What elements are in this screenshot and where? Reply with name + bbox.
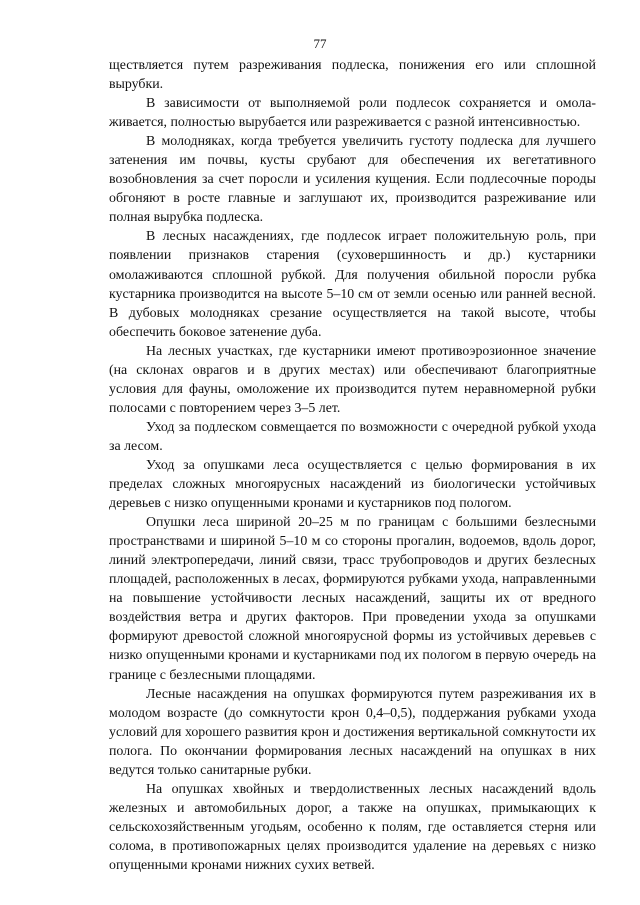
paragraph: На лесных участках, где кустарники имеют противоэрозионное значение (на склонах оврагов и в других местах) или обеспечивают благоприятные условия для фауны, омоложение их производится путем неравномерной рубки полосами с повторением через 3–5 лет.: [109, 343, 596, 416]
paragraph: Опушки леса шириной 20–25 м по границам с большими безлесными пространствами и шириной 5–10 м со стороны прогалин, водоемов, вдоль дорог, линий электропередачи, линий связи, трасс трубопроводов и других безлесных площадей, расположенных в лесах, формируются рубками ухода, направленными на повышение устойчивости лесных насаждений, защиты их от вредного воздействия ветра и других факторов. При проведении ухода за опушками формируют древостой сложной многоярусной формы из устойчивых деревьев с низко опущенными кронами и кустарниками под их пологом в первую очередь на границе с безлесными площадями.: [109, 515, 596, 683]
paragraph: В лесных насаждениях, где подлесок играет положительную роль, при появлении признаков старения (суховершинность и др.) кустарники омолаживаются сплошной рубкой. Для получения обильной поросли рубка кустарника производится на высоте 5–10 см от земли осенью или ранней весной. В дубовых молодняках срезание осуществляется на такой высоте, чтобы обеспечить боковое затенение дуба.: [109, 229, 596, 340]
text-body: [109, 56, 596, 875]
paragraph: В зависимости от выполняемой роли подлесок сохраняется и омолаживается, полностью вырубается или разреживается с разной интенсивностью.: [109, 96, 596, 131]
page-number: 77: [313, 36, 327, 51]
paragraph-continued: ществляется путем разреживания подлеска, понижения его или сплошной вырубки.: [109, 58, 596, 93]
paragraph: Уход за опушками леса осуществляется с целью формирования в их пределах сложных многоярусных насаждений из биологически устойчивых деревьев с низко опущенными кронами и кустарников под пологом.: [109, 457, 596, 512]
paragraph: Лесные насаждения на опушках формируются путем разреживания их в молодом возрасте (до сомкнутости крон 0,4–0,5), поддержания рубками ухода условий для хорошего развития крон и достижения вертикальной сомкнутости их полога. По окончании формирования лесных насаждений на опушках в них ведутся только санитарные рубки.: [109, 686, 596, 778]
paragraph: В молодняках, когда требуется увеличить густоту подлеска для лучшего затенения им почвы, кусты срубают для обеспечения их вегетативного возобновления за счет поросли и усиления кущения. Если подлесочные породы обгоняют в росте главные и заглушают их, производится разреживание или полная вырубка подлеска.: [109, 134, 596, 226]
paragraph: На опушках хвойных и твердолиственных лесных насаждений вдоль железных и автомобильных дорог, а также на опушках, примыкающих к сельскохозяйственным угодьям, особенно к полям, где оставляется стерня или солома, в противопожарных целях производится удаление на деревьях с низко опущенными кронами нижних сухих ветвей.: [109, 781, 596, 873]
paragraph: Уход за подлеском совмещается по возможности с очередной рубкой ухода за лесом.: [109, 419, 596, 454]
